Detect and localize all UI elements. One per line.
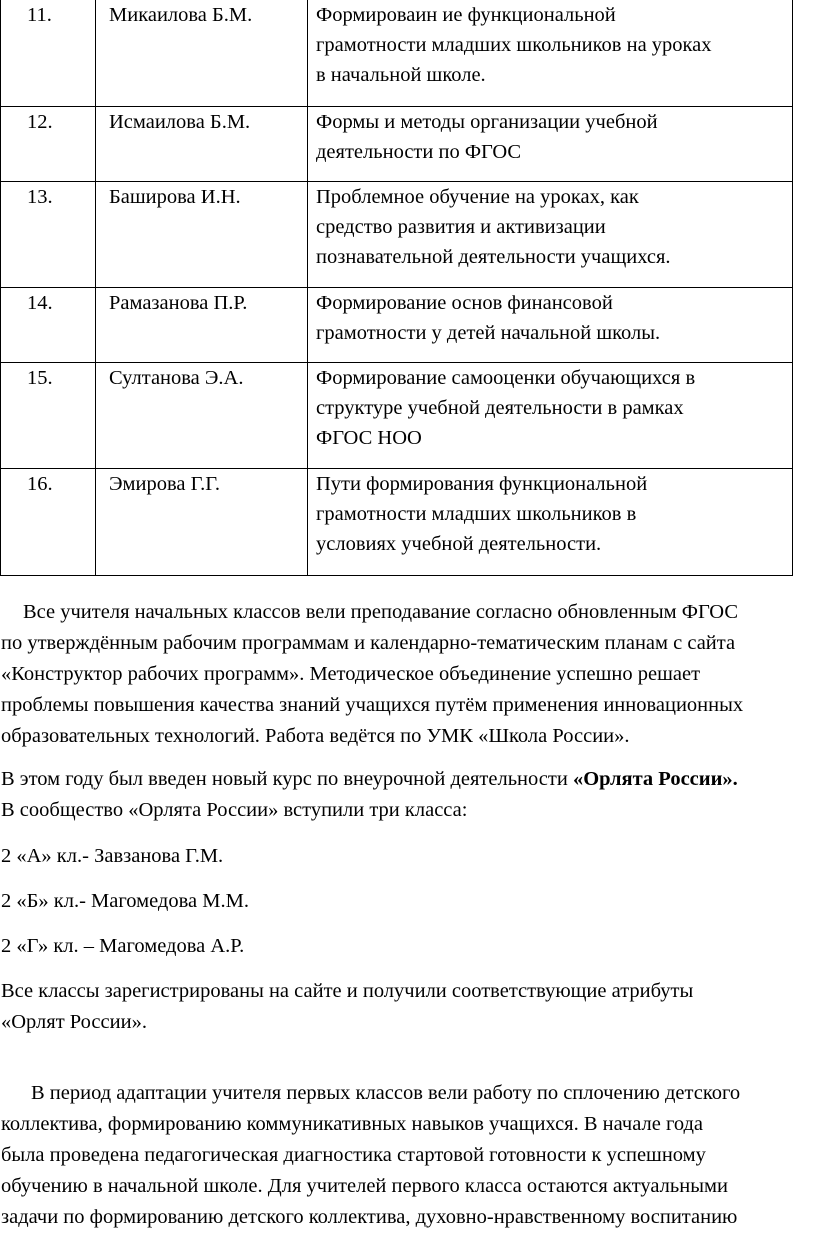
topic-line: средство развития и активизации	[316, 216, 606, 238]
topic-line: Проблемное обучение на уроках, как	[316, 186, 639, 208]
paragraph-adaptation	[1, 1078, 816, 1233]
teacher-name: Эмирова Г.Г.	[96, 469, 308, 576]
text-line: «Орлят России».	[1, 1011, 147, 1033]
paragraph-registered	[1, 976, 816, 1038]
table-row	[1, 0, 793, 107]
topic-cell	[308, 182, 793, 288]
topic-line: Пути формирования функциональной	[316, 473, 648, 495]
topic-line: грамотности у детей начальной школы.	[316, 322, 661, 344]
text-line: образовательных технологий. Работа ведётся по УМК «Школа России».	[1, 725, 630, 747]
row-number: 15.	[1, 363, 96, 469]
table-row	[1, 363, 793, 469]
topic-line: в начальной школе.	[316, 64, 486, 86]
topic-line: Формирование самооценки обучающихся в	[316, 367, 696, 389]
text-line: была проведена педагогическая диагностика стартовой готовности к успешному	[1, 1144, 706, 1166]
topic-line: Формироваин ие функциональной	[316, 4, 616, 26]
teachers-topics-table	[0, 0, 793, 576]
text-line: проблемы повышения качества знаний учащихся путём применения инновационных	[1, 694, 744, 716]
topic-line: познавательной деятельности учащихся.	[316, 246, 671, 268]
table-row	[1, 182, 793, 288]
row-number: 16.	[1, 469, 96, 576]
class-a-line: 2 «А» кл.- Завзанова Г.М.	[1, 845, 224, 867]
text-line: В этом году был введен новый курс по внеурочной деятельности «Орлята России».	[1, 768, 738, 790]
topic-cell	[308, 0, 793, 107]
text-line: коллектива, формированию коммуникативных навыков учащихся. В начале года	[1, 1113, 704, 1135]
text-line: по утверждённым рабочим программам и календарно-тематическим планам с сайта	[1, 632, 736, 654]
teacher-name: Микаилова Б.М.	[96, 0, 308, 107]
text-line: задачи по формированию детского коллектива, духовно-нравственному воспитанию	[1, 1206, 738, 1228]
paragraph-new-course	[1, 764, 816, 826]
topic-line: грамотности младших школьников в	[316, 503, 637, 525]
topic-line: деятельности по ФГОС	[316, 141, 522, 163]
course-name: «Орлята России».	[572, 768, 738, 790]
topic-line: ФГОС НОО	[316, 427, 422, 449]
topic-cell	[308, 288, 793, 363]
table-row	[1, 107, 793, 182]
topic-line: грамотности младших школьников на уроках	[316, 34, 712, 56]
teacher-name: Баширова И.Н.	[96, 182, 308, 288]
paragraph-curriculum	[1, 597, 816, 752]
text-line: обучению в начальной школе. Для учителей первого класса остаются актуальными	[1, 1175, 728, 1197]
table-row	[1, 288, 793, 363]
topic-cell	[308, 107, 793, 182]
table-row	[1, 469, 793, 576]
text-line: Все учителя начальных классов вели преподавание согласно обновленным ФГОС	[23, 601, 739, 623]
class-g-line: 2 «Г» кл. – Магомедова А.Р.	[1, 935, 245, 957]
row-number: 11.	[1, 0, 96, 107]
row-number: 13.	[1, 182, 96, 288]
teacher-name: Султанова Э.А.	[96, 363, 308, 469]
text-line: Все классы зарегистрированы на сайте и получили соответствующие атрибуты	[1, 980, 694, 1002]
teacher-name: Рамазанова П.Р.	[96, 288, 308, 363]
class-b-line: 2 «Б» кл.- Магомедова М.М.	[1, 890, 249, 912]
topic-line: Формирование основ финансовой	[316, 292, 613, 314]
topic-cell	[308, 469, 793, 576]
topic-line: условиях учебной деятельности.	[316, 533, 602, 555]
text-line: «Конструктор рабочих программ». Методическое объединение успешно решает	[1, 663, 701, 685]
row-number: 14.	[1, 288, 96, 363]
teacher-name: Исмаилова Б.М.	[96, 107, 308, 182]
row-number: 12.	[1, 107, 96, 182]
topic-line: структуре учебной деятельности в рамках	[316, 397, 684, 419]
topic-cell	[308, 363, 793, 469]
text-line: В сообщество «Орлята России» вступили три класса:	[1, 799, 468, 821]
text-line: В период адаптации учителя первых классов вели работу по сплочению детского	[31, 1082, 741, 1104]
topic-line: Формы и методы организации учебной	[316, 111, 658, 133]
